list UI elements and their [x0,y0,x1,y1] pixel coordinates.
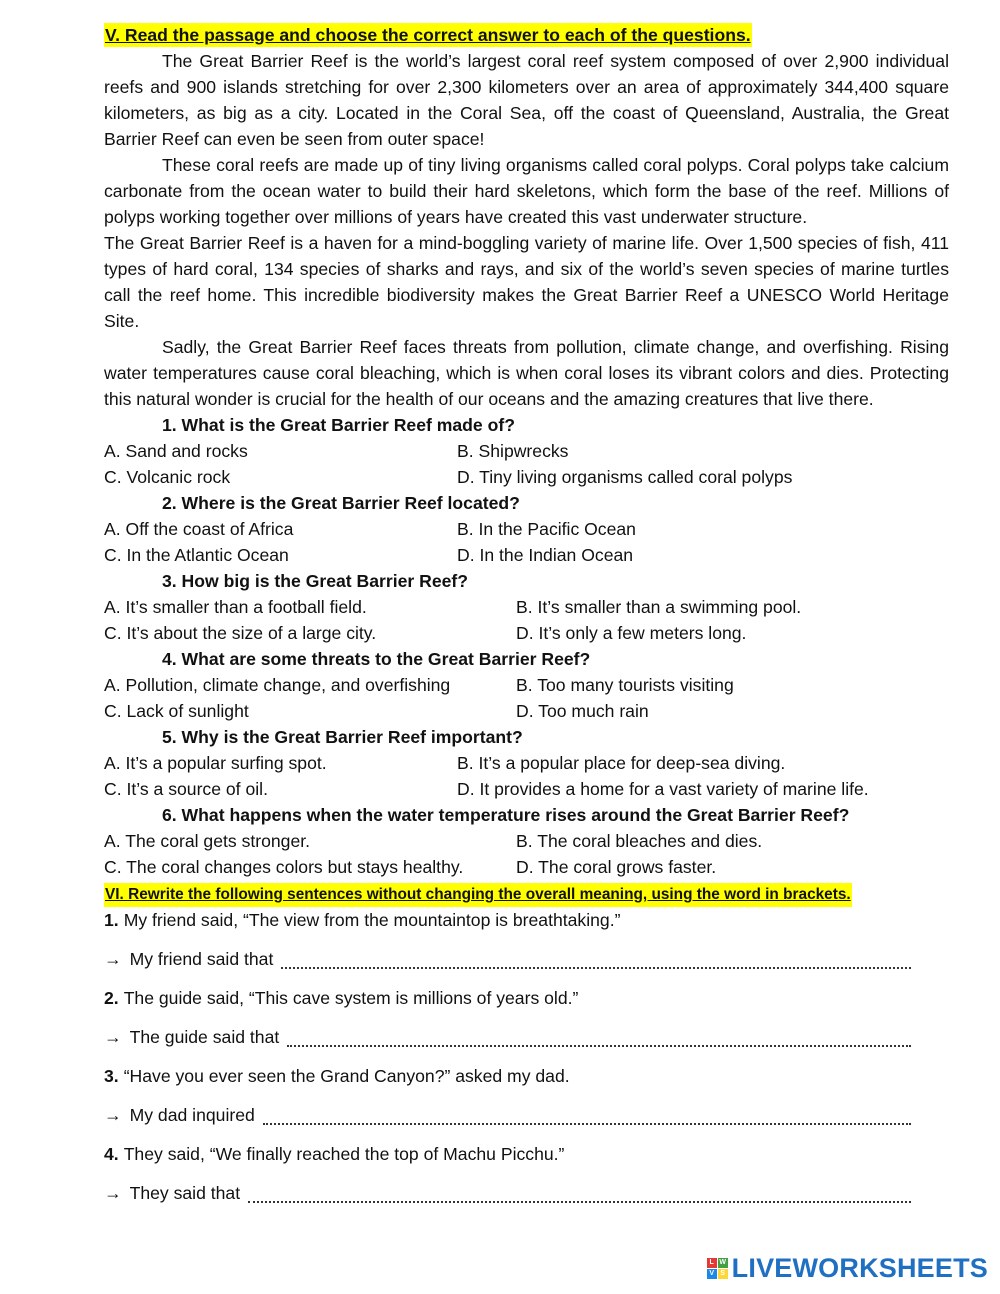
rewrite-sentence: They said, “We finally reached the top of Machu Picchu.” [123,1144,565,1164]
q1-option-b[interactable]: B. Shipwrecks [457,441,569,461]
answer-prefix: They said that [129,1183,241,1203]
passage-paragraph-1: The Great Barrier Reef is the world’s largest coral reef system composed of over 2,900 individual reefs and 900 islands stretching for over 2,300 kilometers over an area of approximately 344,400 square kilometers, as big as a city. Located in the Coral Sea, off the coast of Queensland, Australia, the Great Barrier Reef can even be seen from outer space! [104,51,949,149]
answer-blank-1[interactable] [281,947,911,969]
q4-option-d[interactable]: D. Too much rain [516,701,649,721]
question-1-text: 1. What is the Great Barrier Reef made of? [162,415,515,435]
rewrite-answer-4 [104,1180,949,1219]
logo-cell: L [707,1258,717,1268]
question-4 [104,646,949,724]
q5-option-b[interactable]: B. It’s a popular place for deep-sea diving. [457,753,786,773]
logo-cell: W [719,1259,726,1266]
q6-option-c[interactable]: C. The coral changes colors but stays healthy. [104,857,464,877]
rewrite-answer-1 [104,946,949,985]
rewrite-sentence: The guide said, “This cave system is millions of years old.” [123,988,579,1008]
q4-option-c[interactable]: C. Lack of sunlight [104,701,249,721]
question-4-options [104,672,949,724]
rewrite-item-2 [104,985,949,1024]
question-5-options [104,750,949,802]
section-5 [104,22,949,880]
q2-option-a[interactable]: A. Off the coast of Africa [104,519,294,539]
q3-option-c[interactable]: C. It’s about the size of a large city. [104,623,377,643]
q3-option-d[interactable]: D. It’s only a few meters long. [516,623,747,643]
question-1 [104,412,949,490]
liveworksheets-logo-icon [707,1258,728,1279]
rewrite-number: 2. [104,988,119,1008]
arrow-icon: → [104,1027,122,1047]
rewrite-item-1 [104,907,949,946]
q3-option-a[interactable]: A. It’s smaller than a football field. [104,597,367,617]
q6-option-a[interactable]: A. The coral gets stronger. [104,831,311,851]
answer-prefix: My dad inquired [129,1105,255,1125]
rewrite-number: 1. [104,910,119,930]
q5-option-c[interactable]: C. It’s a source of oil. [104,779,268,799]
question-4-text: 4. What are some threats to the Great Barrier Reef? [162,649,591,669]
answer-prefix: The guide said that [129,1027,280,1047]
rewrite-sentence: My friend said, “The view from the mountaintop is breathtaking.” [123,910,621,930]
watermark-text: LIVEWORKSHEETS [731,1253,988,1283]
question-6-text: 6. What happens when the water temperature rises around the Great Barrier Reef? [162,805,850,825]
rewrite-item-4 [104,1141,949,1180]
question-2-options [104,516,949,568]
question-1-options [104,438,949,490]
answer-blank-3[interactable] [263,1103,911,1125]
q1-option-a[interactable]: A. Sand and rocks [104,441,248,461]
q6-option-b[interactable]: B. The coral bleaches and dies. [516,831,763,851]
question-6 [104,802,949,880]
passage-paragraph-3: The Great Barrier Reef is a haven for a mind-boggling variety of marine life. Over 1,500 species of fish, 411 types of hard coral, 134 species of sharks and rays, and six of the world’s seven species of marine turtles call the reef home. This incredible biodiversity makes the Great Barrier Reef a UNESCO World Heritage Site. [104,233,949,331]
rewrite-item-3 [104,1063,949,1102]
q4-option-b[interactable]: B. Too many tourists visiting [516,675,734,695]
section-5-title: V. Read the passage and choose the correct answer to each of the questions. [105,25,751,45]
section-6-title: VI. Rewrite the following sentences without changing the overall meaning, using the word in brackets. [104,883,852,907]
section-6 [104,880,949,1219]
answer-blank-2[interactable] [287,1025,911,1047]
liveworksheets-watermark [707,1253,988,1284]
q2-option-c[interactable]: C. In the Atlantic Ocean [104,545,289,565]
passage-paragraph-4: Sadly, the Great Barrier Reef faces threats from pollution, climate change, and overfishing. Rising water temperatures cause coral bleaching, which is when coral loses its vibrant colors and dies. Protecting this natural wonder is crucial for the health of our oceans and the amazing creatures that live there. [104,337,949,409]
worksheet-page [104,22,949,1219]
question-5 [104,724,949,802]
question-2-text: 2. Where is the Great Barrier Reef located? [162,493,520,513]
logo-cell: V [707,1269,717,1279]
arrow-icon: → [104,1183,122,1203]
arrow-icon: → [104,1105,122,1125]
q2-option-d[interactable]: D. In the Indian Ocean [457,545,634,565]
logo-cell: S [718,1269,728,1279]
q6-option-d[interactable]: D. The coral grows faster. [516,857,717,877]
answer-blank-4[interactable] [248,1181,911,1203]
question-3-text: 3. How big is the Great Barrier Reef? [162,571,469,591]
question-5-text: 5. Why is the Great Barrier Reef important? [162,727,523,747]
rewrite-sentence: “Have you ever seen the Grand Canyon?” asked my dad. [123,1066,570,1086]
question-3-options [104,594,949,646]
q1-option-d[interactable]: D. Tiny living organisms called coral polyps [457,467,793,487]
rewrite-answer-2 [104,1024,949,1063]
q5-option-a[interactable]: A. It’s a popular surfing spot. [104,753,327,773]
question-2 [104,490,949,568]
arrow-icon: → [104,949,122,969]
q3-option-b[interactable]: B. It’s smaller than a swimming pool. [516,597,802,617]
q4-option-a[interactable]: A. Pollution, climate change, and overfishing [104,675,451,695]
rewrite-answer-3 [104,1102,949,1141]
passage-paragraph-2: These coral reefs are made up of tiny living organisms called coral polyps. Coral polyps take calcium carbonate from the ocean water to build their hard skeletons, which form the base of the reef. Millions of polyps working together over millions of years have created this vast underwater structure. [104,155,949,227]
q5-option-d[interactable]: D. It provides a home for a vast variety of marine life. [457,779,869,799]
rewrite-number: 3. [104,1066,119,1086]
question-3 [104,568,949,646]
answer-prefix: My friend said that [129,949,274,969]
question-6-options [104,828,949,880]
rewrite-number: 4. [104,1144,119,1164]
q2-option-b[interactable]: B. In the Pacific Ocean [457,519,636,539]
q1-option-c[interactable]: C. Volcanic rock [104,467,231,487]
